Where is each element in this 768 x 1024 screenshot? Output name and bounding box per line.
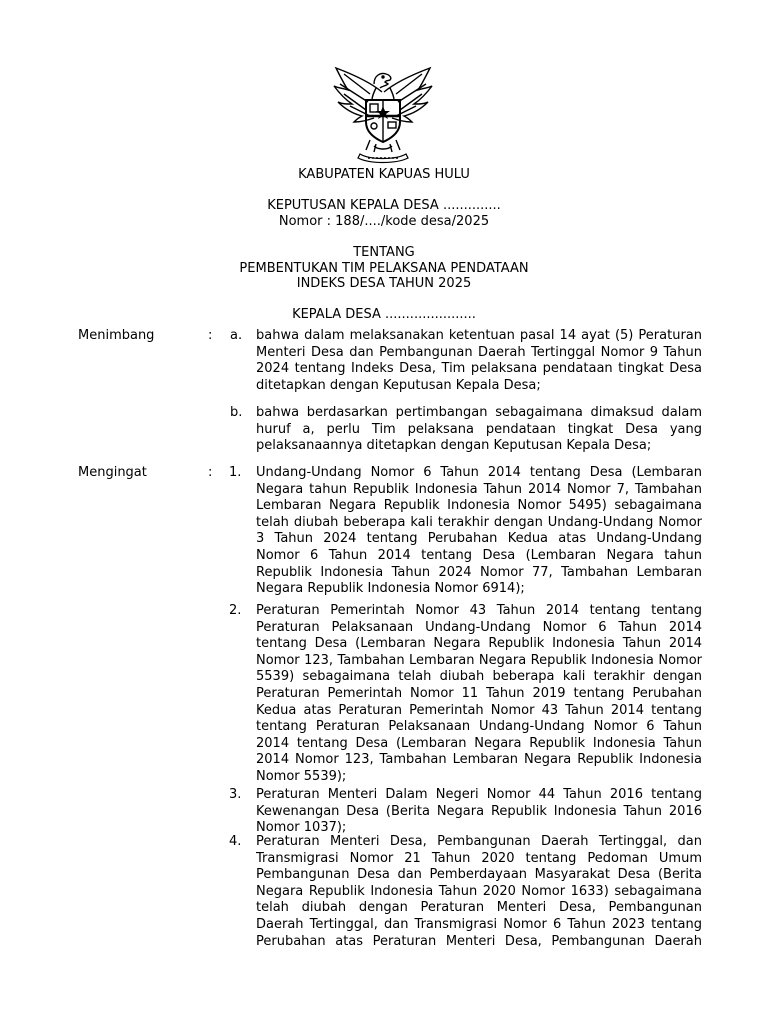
- regency-name: KABUPATEN KAPUAS HULU: [298, 167, 470, 182]
- mengingat-marker-1: 1.: [229, 465, 242, 480]
- mengingat-colon: :: [208, 465, 213, 480]
- mengingat-marker-4: 4.: [229, 834, 242, 849]
- decree-title: KEPUTUSAN KEPALA DESA ..............: [267, 198, 501, 213]
- menimbang-marker-a: a.: [230, 328, 243, 343]
- mengingat-label: Mengingat: [78, 465, 147, 480]
- mengingat-item-3: Peraturan Menteri Dalam Negeri Nomor 44 Tahun 2016 tentang Kewenangan Desa (Berita Negara Republik Indonesia Tahun 2016 Nomor 1037);: [256, 787, 702, 836]
- mengingat-marker-2: 2.: [229, 603, 242, 618]
- menimbang-label: Menimbang: [78, 328, 155, 343]
- mengingat-marker-3: 3.: [229, 787, 242, 802]
- menimbang-colon: :: [208, 328, 213, 343]
- about-label: TENTANG: [353, 245, 415, 260]
- menimbang-item-b: bahwa berdasarkan pertimbangan sebagaimana dimaksud dalam huruf a, perlu Tim pelaksana pendataan tingkat Desa yang pelaksanaannya ditetapkan dengan Keputusan Kepala Desa;: [256, 405, 702, 454]
- subject-line-1: PEMBENTUKAN TIM PELAKSANA PENDATAAN: [239, 261, 529, 276]
- mengingat-item-1: Undang-Undang Nomor 6 Tahun 2014 tentang Desa (Lembaran Negara tahun Republik Indonesia Tahun 2014 Nomor 7, Tambahan Lembaran Negara Republik Indonesia Nomor 5495) sebagaimana telah diubah beberapa kali terakhir dengan Undang-Undang Nomor 3 Tahun 2024 tentang Perubahan Kedua atas Undang-Undang Nomor 6 Tahun 2014 tentang Desa (Lembaran Negara tahun Republik Indonesia Tahun 2024 Nomor 77, Tambahan Lembaran Negara Republik Indonesia Nomor 6914);: [256, 465, 702, 597]
- subject-line-2: INDEKS DESA TAHUN 2025: [296, 276, 472, 291]
- menimbang-marker-b: b.: [230, 405, 243, 420]
- decree-number: Nomor : 188/..../kode desa/2025: [278, 214, 490, 229]
- issuer-title: KEPALA DESA ......................: [292, 307, 476, 322]
- garuda-emblem-icon: [330, 62, 436, 164]
- mengingat-item-2: Peraturan Pemerintah Nomor 43 Tahun 2014 tentang tentang Peraturan Pelaksanaan Undang-Undang Nomor 6 Tahun 2014 tentang Desa (Lembaran Negara Republik Indonesia Tahun 2014 Nomor 123, Tambahan Lembaran Negara Republik Indonesia Nomor 5539) sebagaimana telah diubah beberapa kali terakhir dengan Peraturan Pemerintah Nomor 11 Tahun 2019 tentang Perubahan Kedua atas Peraturan Pemerintah Nomor 43 Tahun 2014 tentang tentang Peraturan Pelaksanaan Undang-Undang Nomor 6 Tahun 2014 tentang Desa (Lembaran Negara Republik Indonesia Tahun 2014 Nomor 123, Tambahan Lembaran Negara Republik Indonesia Nomor 5539);: [256, 603, 702, 784]
- mengingat-item-4: Peraturan Menteri Desa, Pembangunan Daerah Tertinggal, dan Transmigrasi Nomor 21 Tahun 2020 tentang Pedoman Umum Pembangunan Desa dan Pemberdayaan Masyarakat Desa (Berita Negara Republik Indonesia Tahun 2020 Nomor 1633) sebagaimana telah diubah dengan Peraturan Menteri Desa, Pembangunan Daerah Tertinggal, dan Transmigrasi Nomor 6 Tahun 2023 tentang Perubahan atas Peraturan Menteri Desa, Pembangunan Daerah: [256, 834, 702, 949]
- menimbang-item-a: bahwa dalam melaksanakan ketentuan pasal 14 ayat (5) Peraturan Menteri Desa dan Pembangunan Daerah Tertinggal Nomor 9 Tahun 2024 tentang Indeks Desa, Tim pelaksana pendataan tingkat Desa ditetapkan dengan Keputusan Kepala Desa;: [256, 328, 702, 393]
